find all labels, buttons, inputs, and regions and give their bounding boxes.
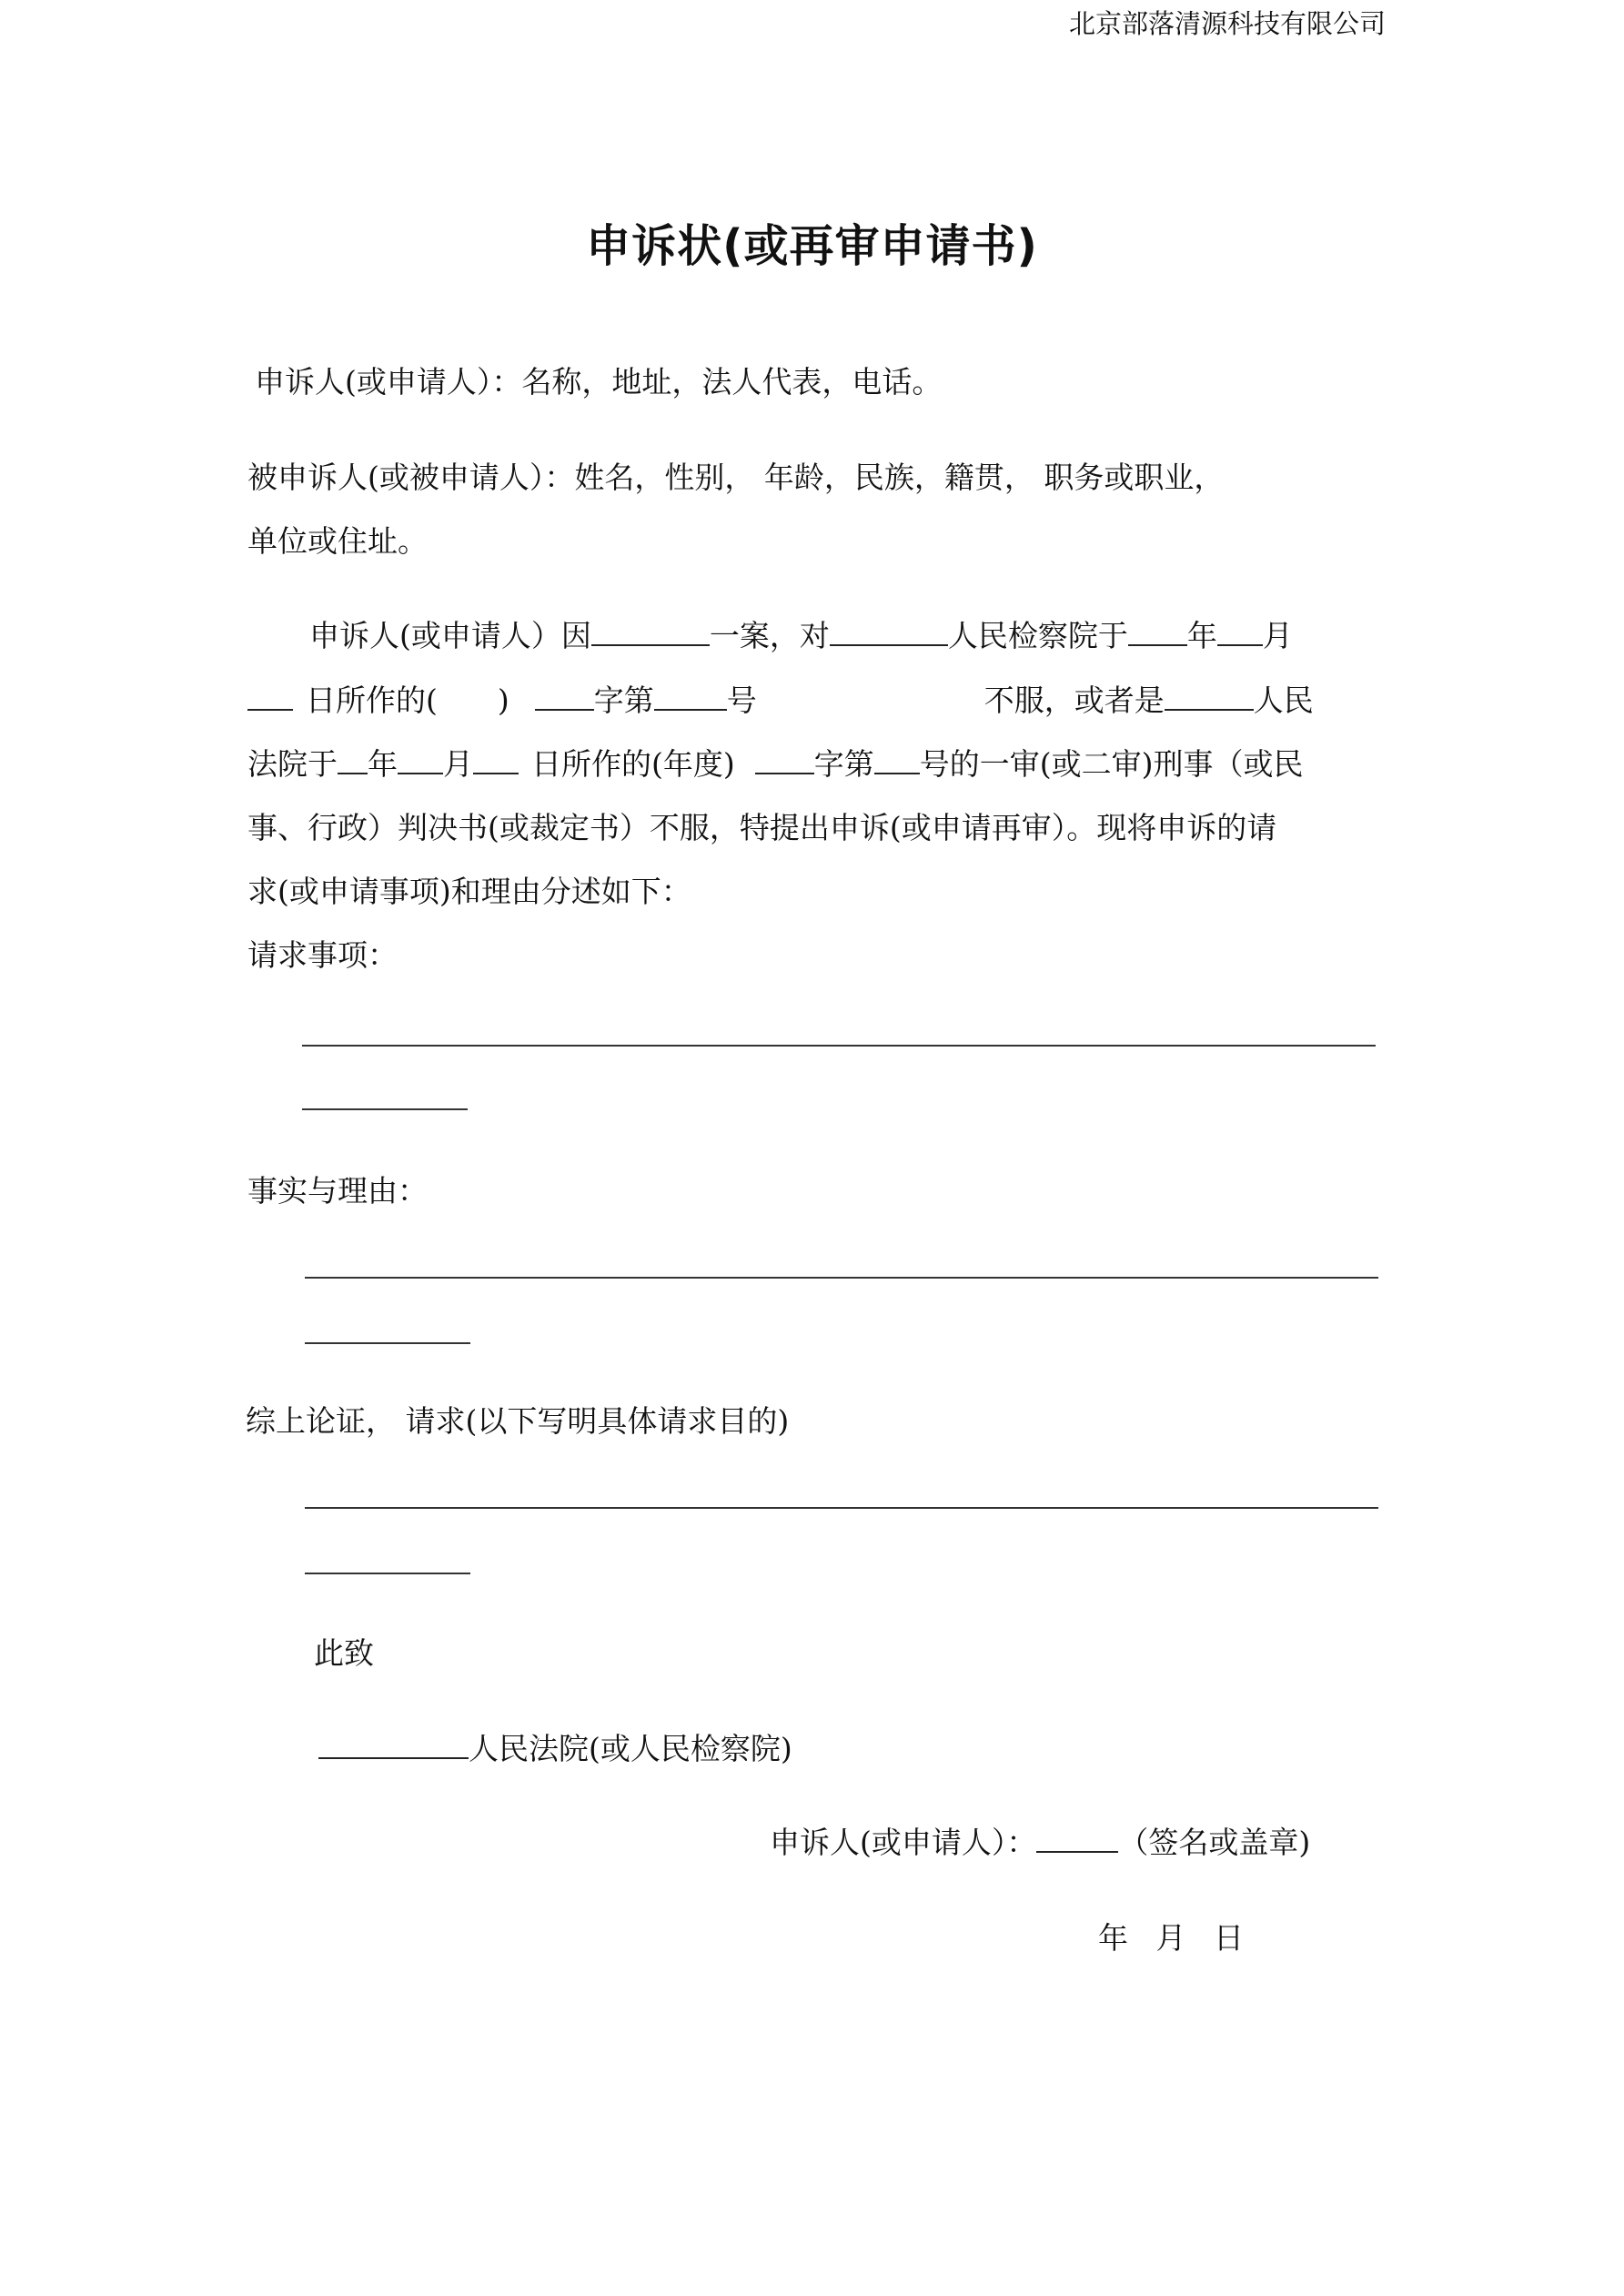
char-blank	[535, 682, 594, 711]
signature-note: （签名或盖章)	[1118, 1825, 1311, 1860]
body-text: )	[497, 683, 509, 718]
year-blank	[1128, 617, 1187, 646]
requests-line-1	[302, 1045, 1376, 1047]
body-text: 字第	[813, 746, 874, 782]
body-text: 人民检察院于	[947, 618, 1128, 653]
body-text: 年	[368, 746, 398, 782]
body-line-4: 事、行政）判决书(或裁定书）不服，特提出申诉(或申请再审）。现将申诉的请	[247, 810, 1277, 845]
char-blank	[755, 745, 814, 774]
company-header: 北京部落清源科技有限公司	[1068, 8, 1386, 39]
body-text: 人民	[1253, 683, 1314, 718]
month-blank	[1217, 617, 1263, 646]
body-line-1	[309, 616, 1293, 656]
signature-label: 申诉人(或申请人）：	[770, 1825, 1037, 1860]
conclusion-heading: 综上论证， 请求(以下写明具体请求目的)	[246, 1403, 790, 1439]
body-text: 月	[443, 746, 473, 782]
date-line: 年 月 日	[1098, 1920, 1244, 1956]
procuratorate-blank	[830, 617, 948, 646]
requests-line-2	[302, 1108, 468, 1110]
month-blank	[398, 745, 443, 774]
addressee-line	[318, 1729, 792, 1769]
day-blank	[473, 745, 519, 774]
addressee-court: 人民法院(或人民检察院)	[469, 1731, 792, 1766]
court-name-blank	[318, 1730, 469, 1759]
conclusion-line-2	[305, 1573, 470, 1574]
respondent-line-1: 被申诉人(或被申请人）：姓名，性别， 年龄，民族，籍贯， 职务或职业，	[247, 460, 1225, 495]
day-blank	[247, 682, 293, 711]
respondent-line-2: 单位或住址。	[247, 523, 428, 559]
body-text: 字第	[593, 683, 654, 718]
body-text: 申诉人(或申请人）因	[309, 618, 591, 653]
signature-line	[770, 1823, 1310, 1863]
number-blank	[874, 745, 920, 774]
year-blank	[338, 745, 368, 774]
salutation: 此致	[314, 1635, 374, 1671]
court-blank	[1165, 682, 1254, 711]
document-title: 申诉状(或再审申请书)	[586, 220, 1038, 272]
facts-heading: 事实与理由：	[247, 1173, 428, 1209]
body-text: 法院于	[247, 746, 338, 782]
facts-line-1	[305, 1277, 1378, 1279]
body-text: 日所作的(	[306, 683, 438, 718]
conclusion-line-1	[305, 1507, 1378, 1509]
appellant-line: 申诉人(或申请人）：名称，地址，法人代表，电话。	[255, 364, 943, 400]
signature-blank	[1036, 1824, 1118, 1853]
body-text: 号	[726, 683, 757, 718]
case-blank	[591, 617, 710, 646]
body-line-2	[247, 681, 1314, 721]
body-text: 号的一审(或二审)刑事（或民	[919, 746, 1304, 782]
body-text: 年	[1186, 618, 1217, 653]
number-blank	[654, 682, 727, 711]
body-line-3	[247, 744, 1304, 784]
body-text: 月	[1262, 618, 1293, 653]
body-line-5: 求(或申请事项)和理由分述如下：	[247, 874, 691, 909]
requests-heading: 请求事项：	[247, 937, 398, 973]
body-text: 一案，对	[709, 618, 830, 653]
facts-line-2	[305, 1342, 470, 1344]
body-text: 日所作的(年度)	[531, 746, 735, 782]
body-text: 不服，或者是	[983, 683, 1165, 718]
